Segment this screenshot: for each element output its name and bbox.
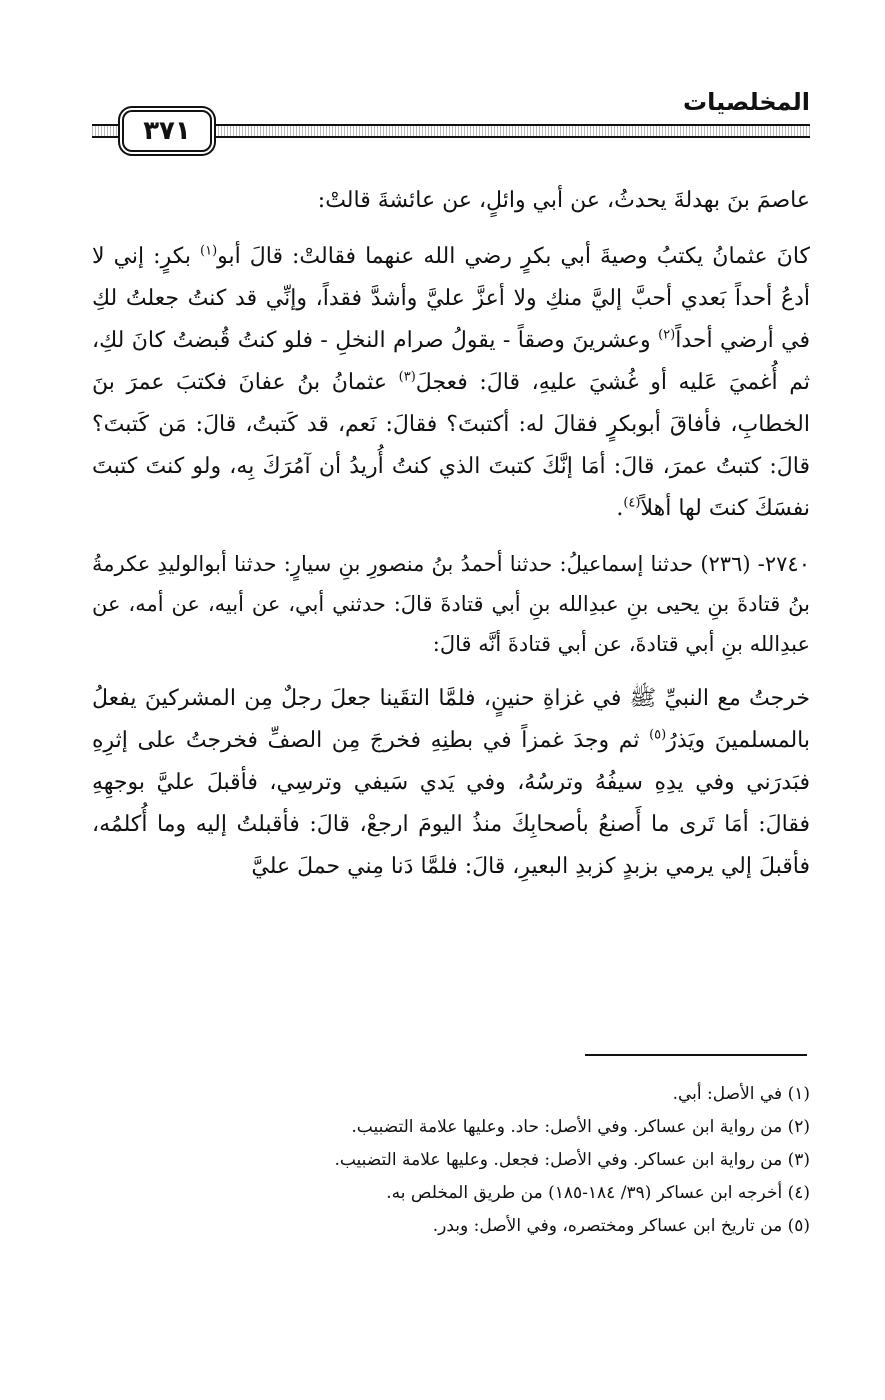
page-header — [92, 88, 810, 160]
paragraph-4-part-a: خرجتُ مع النبيِّ ﷺ في غزاةِ حنينٍ، فلمَّا التقَينا جعلَ رجلٌ مِن المشركينَ يفعلُ بالمسلمينَ ويَذرُ — [92, 686, 810, 753]
footnote-separator — [585, 1054, 807, 1056]
paragraph-4-part-b: ثم وجدَ غمزاً في بطنِهِ فخرجَ مِن الصفِّ فخرجتُ على إثرِهِ فبَدرَني وفي يدِهِ سيفُهُ وترسُهُ، وفي يَدي سَيفي وترسِي، فأقبلَ عليَّ بوجهِهِ فقالَ: أمَا تَرى ما أَصنعُ بأصحابِكَ منذُ اليومَ ارجعْ، قالَ: فأقبلتُ إليه وما أُكلمُه، فأقبلَ إلي يرمي بزبدٍ كزبدِ البعيرِ، قالَ: فلمَّا دَنا مِني حملَ عليَّ — [92, 728, 810, 879]
paragraph-2 — [92, 236, 810, 530]
footnote-ref-1: (١) — [200, 243, 218, 259]
footnote-2: (٢) من رواية ابن عساكر. وفي الأصل: حاد. وعليها علامة التضبيب. — [351, 1117, 810, 1137]
paragraph-4 — [92, 678, 810, 888]
book-title: المخلصيات — [673, 88, 810, 116]
footnote-ref-2: (٢) — [658, 327, 676, 343]
paragraph-2-part-b: بكرٍ: إني لا أدعُ أحداً بَعدي أحبَّ إليَّ منكِ ولا أعزَّ عليَّ وأشدَّ فقداً، وإنِّي قد كنتُ جعلتُ لكِ في أرضي أحداً — [92, 244, 811, 353]
paragraph-2-part-a: كانَ عثمانُ يكتبُ وصيةَ أبي بكرٍ رضي الله عنهما فقالتْ: قالَ أبو — [217, 244, 810, 269]
footnote-3: (٣) من رواية ابن عساكر. وفي الأصل: فجعل. وعليها علامة التضبيب. — [334, 1150, 810, 1170]
paragraph-2-part-c: وعشرينَ وصقاً - يقولُ صرام النخلِ - فلو كنتُ قُبضتُ كانَ لكِ، ثم أُغميَ عَليه أو غُشيَ عليهِ، قالَ: فعجلَ — [92, 328, 810, 395]
footnote-ref-3: (٣) — [398, 369, 416, 385]
footnote-4: (٤) أخرجه ابن عساكر (٣٩/ ١٨٤-١٨٥) من طريق المخلص به. — [386, 1183, 810, 1203]
footnote-ref-5: (٥) — [649, 727, 667, 743]
paragraph-3-isnad: ٢٧٤٠- (٢٣٦) حدثنا إسماعيلُ: حدثنا أحمدُ بنُ منصورِ بنِ سيارٍ: حدثنا أبوالوليدِ عكرمةُ بنُ قتادةَ بنِ يحيى بنِ عبدِالله بنِ أبي قتادةَ قالَ: حدثني أبي، عن أبيه، عن أمه، عن عبدِالله بنِ أبي قتادةَ، عن أبي قتادةَ أنَّه قالَ: — [92, 552, 810, 656]
footnotes — [92, 1078, 810, 1243]
page-number: ٣٧١ — [143, 116, 191, 146]
main-text — [92, 180, 810, 888]
footnote-1: (١) في الأصل: أبي. — [672, 1084, 810, 1104]
footnote-ref-4: (٤) — [623, 495, 641, 511]
paragraph-2-part-e: . — [616, 496, 624, 521]
paragraph-1: عاصمَ بنَ بهدلةَ يحدثُ، عن أبي وائلٍ، عن عائشةَ قالتْ: — [317, 188, 810, 213]
footnote-5: (٥) من تاريخ ابن عساكر ومختصره، وفي الأصل: وبدر. — [432, 1216, 810, 1236]
paragraph-2-part-d: عثمانُ بنُ عفانَ فكتبَ عمرَ بنَ الخطابِ، فأفاقَ أبوبكرٍ فقالَ له: أكتبتَ؟ فقالَ: نَعم، قد كَتبتُ، قالَ: مَن كَتبتَ؟ قالَ: كتبتُ عمرَ، قالَ: أمَا إنَّكَ كتبتَ الذي كنتُ أُريدُ أن آمُرَكَ بِه، ولو كنتَ كتبتَ نفسَكَ كنتَ لها أهلاً — [92, 370, 811, 521]
page-number-box — [122, 110, 212, 152]
